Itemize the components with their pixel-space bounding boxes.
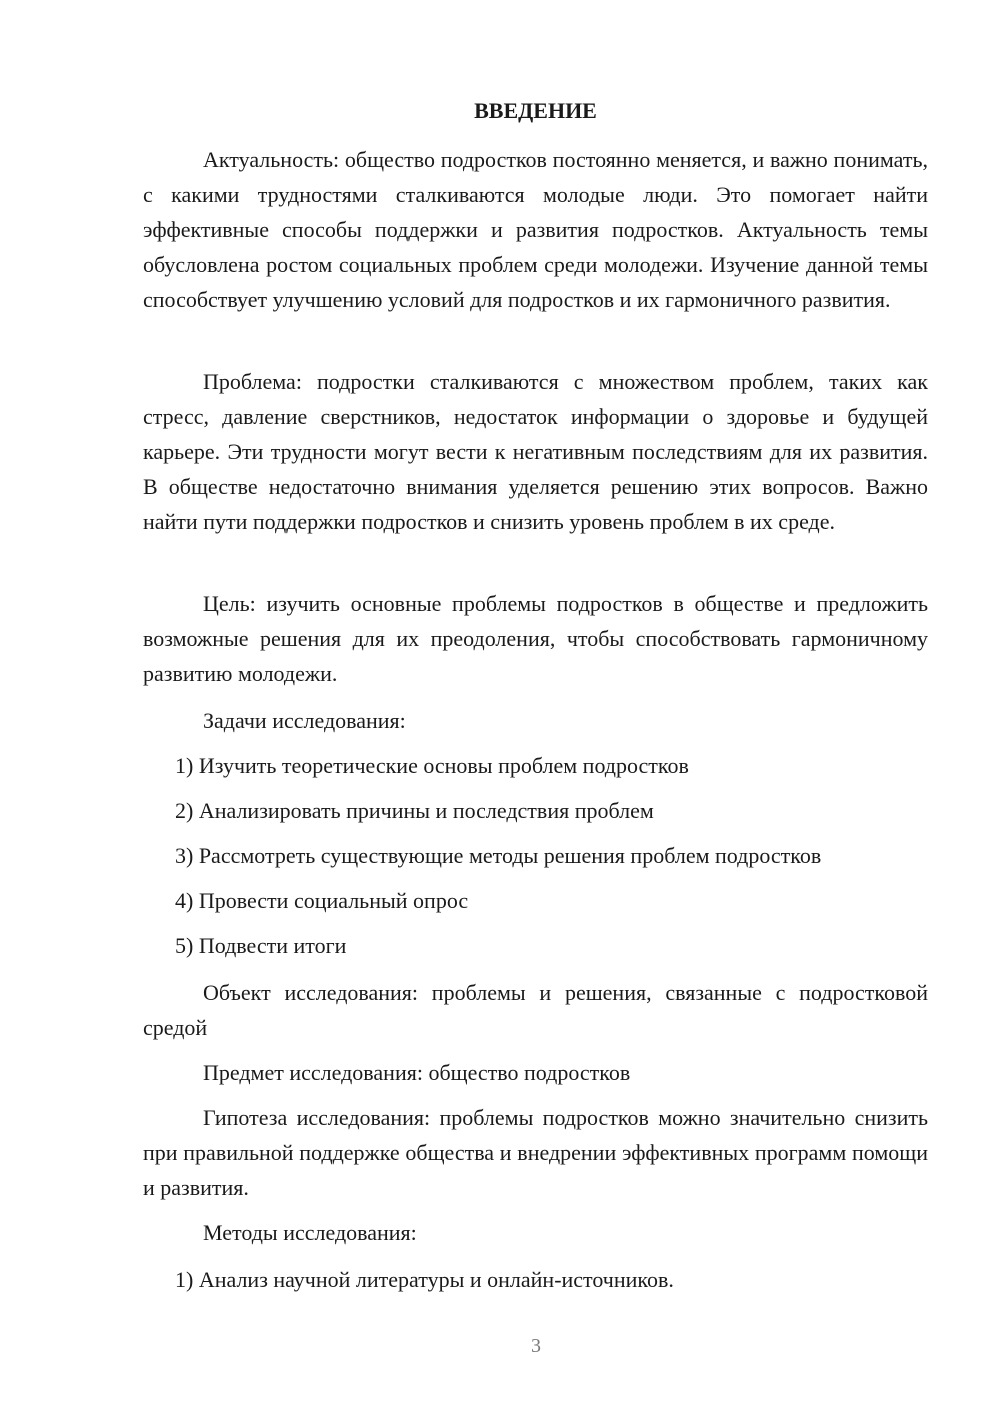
task-item: 3) Рассмотреть существующие методы решения проблем подростков: [175, 843, 822, 868]
task-item: 1) Изучить теоретические основы проблем подростков: [175, 753, 689, 778]
object-paragraph: Объект исследования: проблемы и решения, связанные с подростковой средой: [143, 980, 928, 1040]
hypothesis-paragraph: Гипотеза исследования: проблемы подростков можно значительно снизить при правильной поддержке общества и внедрении эффективных программ помощи и развития.: [143, 1105, 928, 1200]
tasks-heading: Задачи исследования:: [203, 708, 406, 733]
subject-paragraph: Предмет исследования: общество подростков: [203, 1060, 631, 1085]
task-item: 4) Провести социальный опрос: [175, 888, 469, 913]
method-item: 1) Анализ научной литературы и онлайн-источников.: [175, 1267, 674, 1292]
task-item: 5) Подвести итоги: [175, 933, 347, 958]
page-title: ВВЕДЕНИЕ: [474, 98, 597, 123]
relevance-paragraph: Актуальность: общество подростков постоянно меняется, и важно понимать, с какими трудностями сталкиваются молодые люди. Это помогает найти эффективные способы поддержки и развития подростков. Актуальность темы обусловлена ростом социальных проблем среди молодежи. Изучение данной темы способствует улучшению условий для подростков и их гармоничного развития.: [143, 147, 928, 312]
problem-paragraph: Проблема: подростки сталкиваются с множеством проблем, таких как стресс, давление сверстников, недостаток информации о здоровье и будущей карьере. Эти трудности могут вести к негативным последствиям для их развития. В обществе недостаточно внимания уделяется решению этих вопросов. Важно найти пути поддержки подростков и снизить уровень проблем в их среде.: [143, 369, 928, 534]
methods-heading: Методы исследования:: [203, 1220, 417, 1245]
page-number: 3: [531, 1335, 541, 1357]
goal-paragraph: Цель: изучить основные проблемы подростков в обществе и предложить возможные решения для их преодоления, чтобы способствовать гармоничному развитию молодежи.: [143, 591, 928, 686]
task-item: 2) Анализировать причины и последствия проблем: [175, 798, 654, 823]
